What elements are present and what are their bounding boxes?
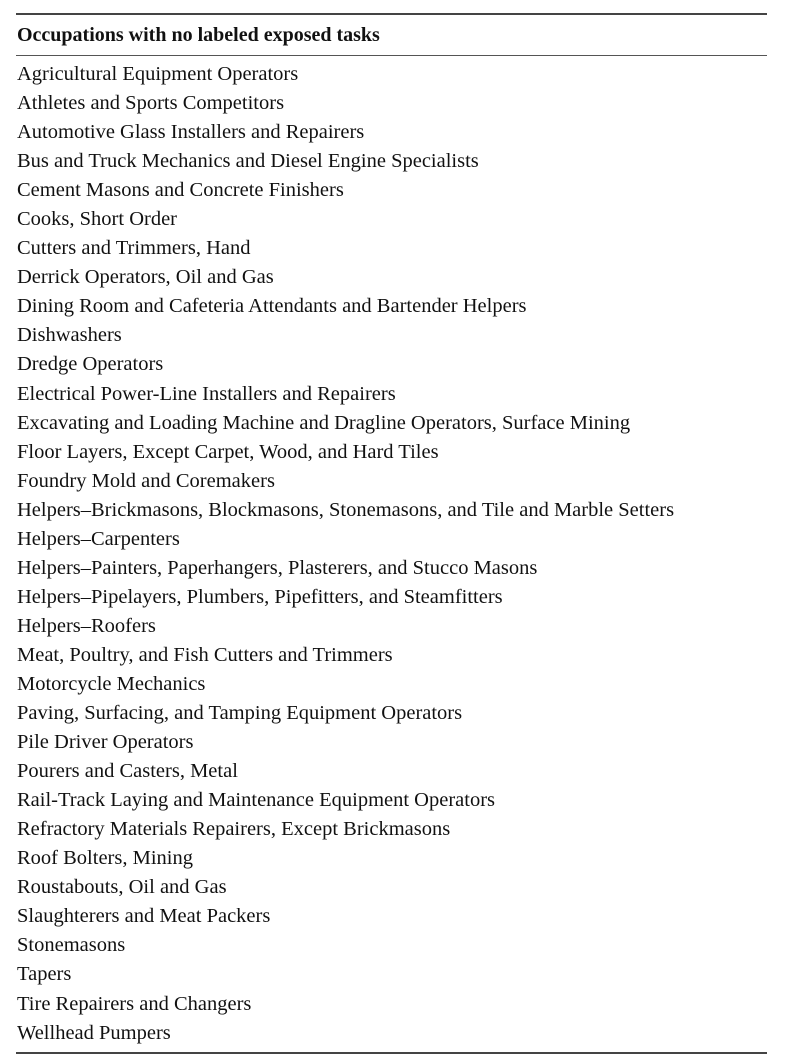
table-row: Meat, Poultry, and Fish Cutters and Trimmers	[17, 643, 393, 666]
table-row: Derrick Operators, Oil and Gas	[17, 266, 274, 289]
table-row: Tapers	[17, 963, 72, 986]
table-row: Helpers–Carpenters	[17, 527, 180, 550]
table-row: Paving, Surfacing, and Tamping Equipment Operators	[17, 702, 463, 725]
table-row: Automotive Glass Installers and Repairers	[17, 121, 365, 144]
table-row: Cutters and Trimmers, Hand	[17, 237, 251, 260]
table-row: Athletes and Sports Competitors	[17, 92, 285, 115]
table-row: Helpers–Pipelayers, Plumbers, Pipefitters, and Steamfitters	[17, 585, 503, 608]
table-row: Excavating and Loading Machine and Dragline Operators, Surface Mining	[17, 411, 631, 434]
table-row: Stonemasons	[17, 934, 126, 957]
table-row: Motorcycle Mechanics	[17, 672, 206, 695]
table-row: Refractory Materials Repairers, Except Brickmasons	[17, 818, 451, 841]
table-row: Wellhead Pumpers	[17, 1021, 171, 1044]
table-bottom-rule	[16, 1052, 767, 1054]
table-row: Rail-Track Laying and Maintenance Equipment Operators	[17, 789, 496, 812]
table-body	[16, 56, 767, 1048]
table-row: Foundry Mold and Coremakers	[17, 469, 275, 492]
table-row: Cooks, Short Order	[17, 208, 178, 231]
table-row: Helpers–Brickmasons, Blockmasons, Stonemasons, and Tile and Marble Setters	[17, 498, 675, 521]
table-row: Electrical Power-Line Installers and Repairers	[17, 382, 396, 405]
table-row: Helpers–Roofers	[17, 614, 156, 637]
table-row: Cement Masons and Concrete Finishers	[17, 179, 344, 202]
table-row: Pile Driver Operators	[17, 731, 194, 754]
table-row: Slaughterers and Meat Packers	[17, 905, 271, 928]
table-row: Bus and Truck Mechanics and Diesel Engine Specialists	[17, 150, 479, 173]
table-row: Dredge Operators	[17, 353, 164, 376]
table-row: Dining Room and Cafeteria Attendants and Bartender Helpers	[17, 295, 527, 318]
table-row: Tire Repairers and Changers	[17, 992, 252, 1015]
table-row: Dishwashers	[17, 324, 122, 347]
table-header: Occupations with no labeled exposed tasks	[16, 15, 767, 56]
table-row: Floor Layers, Except Carpet, Wood, and Hard Tiles	[17, 440, 439, 463]
table-row: Roustabouts, Oil and Gas	[17, 876, 227, 899]
table-row: Helpers–Painters, Paperhangers, Plasterers, and Stucco Masons	[17, 556, 538, 579]
table-row: Pourers and Casters, Metal	[17, 760, 238, 783]
table-row: Roof Bolters, Mining	[17, 847, 193, 870]
table-row: Agricultural Equipment Operators	[17, 63, 299, 85]
occupations-table	[16, 13, 767, 1054]
